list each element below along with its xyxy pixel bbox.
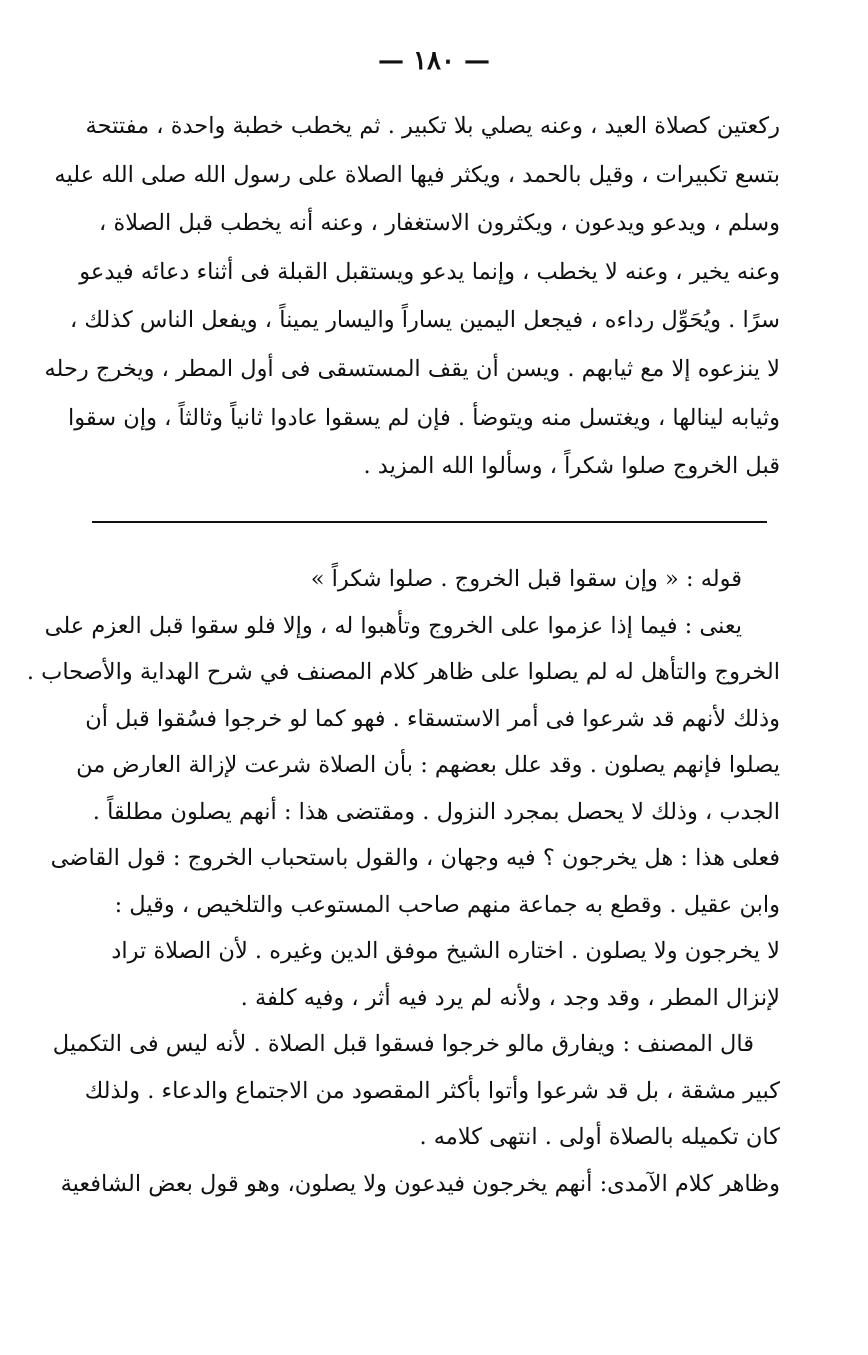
text-line: يعنى : فيما إذا عزموا على الخروج وتأهبوا له ، وإلا فلو سقوا قبل العزم على [44,612,742,639]
commentary-text [26,556,780,1207]
text-line: فعلى هذا : هل يخرجون ؟ فيه وجهان ، والقول باستحباب الخروج : قول القاضى [50,845,780,871]
text-line: وثيابه لينالها ، ويغتسل منه ويتوضأ . فإن لم يسقوا عادوا ثانياً وثالثاً ، وإن سقوا [68,404,780,431]
text-line: ركعتين كصلاة العيد ، وعنه يصلي بلا تكبير . ثم يخطب خطبة واحدة ، مفتتحة [85,113,780,139]
text-line: لا يخرجون ولا يصلون . اختاره الشيخ موفق الدين وغيره . لأن الصلاة تراد [111,938,780,964]
text-line: قال المصنف : ويفارق مالو خرجوا فسقوا قبل الصلاة . لأنه ليس فى التكميل [52,1031,754,1057]
text-line: الخروج والتأهل له لم يصلوا على ظاهر كلام المصنف في شرح الهداية والأصحاب . [26,659,780,685]
text-line: يصلوا فإنهم يصلون . وقد علل بعضهم : بأن الصلاة شرعت لإزالة العارض من [76,752,780,778]
text-line: وابن عقيل . وقطع به جماعة منهم صاحب المستوعب والتلخيص ، وقيل : [114,891,780,918]
text-line: كبير مشقة ، بل قد شرعوا وأتوا بأكثر المقصود من الاجتماع والدعاء . ولذلك [84,1077,780,1104]
text-line: وظاهر كلام الآمدى: أنهم يخرجون فيدعون ولا يصلون، وهو قول بعض الشافعية [60,1170,780,1197]
text-line: بتسع تكبيرات ، وقيل بالحمد ، ويكثر فيها الصلاة على رسول الله صلى الله عليه [54,161,780,188]
main-text [44,102,780,491]
text-line: قبل الخروج صلوا شكراً ، وسألوا الله المزيد . [363,453,780,480]
text-line: الجدب ، وذلك لا يحصل بمجرد النزول . ومقتضى هذا : أنهم يصلون مطلقاً . [92,798,780,825]
text-line: وذلك لأنهم قد شرعوا فى أمر الاستسقاء . فهو كما لو خرجوا فسُقوا قبل أن [85,705,780,732]
commentary-heading: قوله : « وإن سقوا قبل الخروج . صلوا شكراً » [310,566,742,592]
text-line: كان تكميله بالصلاة أولى . انتهى كلامه . [419,1124,780,1150]
text-line: سرًا . ويُحَوِّل رداءه ، فيجعل اليمين يساراً واليسار يميناً ، ويفعل الناس كذلك ، [69,307,780,334]
page-number: — ١٨٠ — [377,46,491,76]
text-line: لإنزال المطر ، وقد وجد ، ولأنه لم يرد فيه أثر ، وفيه كلفة . [240,984,780,1011]
text-line: وسلم ، ويدعو ويدعون ، ويكثرون الاستغفار ، وعنه أنه يخطب قبل الصلاة ، [99,210,780,237]
text-line: لا ينزعوه إلا مع ثيابهم . ويسن أن يقف المستسقى فى أول المطر ، ويخرج رحله [44,355,780,382]
text-line: وعنه يخير ، وعنه لا يخطب ، وإنما يدعو ويستقبل القبلة فى أثناء دعائه فيدعو [79,258,780,285]
footnote-divider [92,521,767,523]
